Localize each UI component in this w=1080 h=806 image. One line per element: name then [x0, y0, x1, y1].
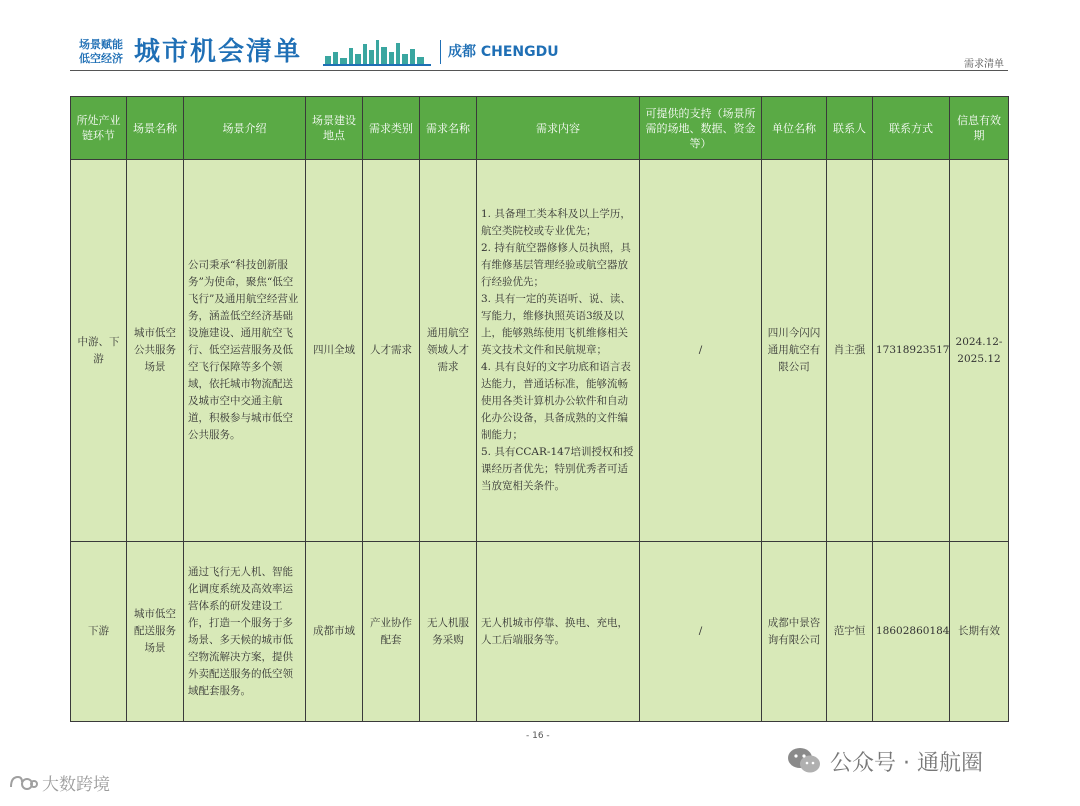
col-header-phone: 联系方式: [873, 97, 950, 160]
brand-tagline-line2: 低空经济: [79, 52, 123, 65]
brand-tagline: [73, 38, 129, 66]
col-header-chain: 所处产业链环节: [71, 97, 127, 160]
brand-tagline-line1: 场景赋能: [79, 38, 123, 51]
cell-scene-intro: 通过飞行无人机、智能化调度系统及高效率运营体系的研发建设工作，打造一个服务于多场景、多天候的城市低空物流解决方案，提供外卖配送服务的低空领域配套服务。: [184, 542, 306, 722]
cell-demand-type: 产业协作配套: [363, 542, 420, 722]
col-header-demand-type: 需求类别: [363, 97, 420, 160]
cell-demand-type: 人才需求: [363, 160, 420, 542]
cell-phone: 18602860184: [873, 542, 950, 722]
col-header-support: 可提供的支持（场景所需的场地、数据、资金等）: [640, 97, 762, 160]
col-header-demand-name: 需求名称: [420, 97, 477, 160]
col-header-validity: 信息有效期: [950, 97, 1009, 160]
brand-title: 城市机会清单: [134, 37, 303, 67]
col-header-contact: 联系人: [827, 97, 873, 160]
city-name: 成都 CHENGDU: [448, 44, 559, 60]
demand-table: [70, 96, 1009, 722]
demand-item: 4. 具有良好的文字功底和语言表达能力，普通话标准，能够流畅使用各类计算机办公软件和自动化办公设备，具备成熟的文件编制能力；: [481, 361, 631, 441]
wechat-watermark: [786, 744, 983, 778]
cell-scene-intro: 公司秉承“科技创新服务”为使命，聚焦“低空飞行”及通用航空经营业务，涵盖低空经济基础设施建设、通用航空飞行、低空运营服务及低空飞行保障等多个领域，依托城市物流配送及城市空中交通主航道，积极参与城市低空公共服务。: [184, 160, 306, 542]
cell-contact: 范宇恒: [827, 542, 873, 722]
cell-demand-content: [477, 542, 640, 722]
cell-demand-name: 通用航空领域人才需求: [420, 160, 477, 542]
col-header-scene-name: 场景名称: [127, 97, 184, 160]
table-header-row: [71, 97, 1009, 160]
demand-item: 5. 具有CCAR-147培训授权和授课经历者优先；特别优秀者可适当放宽相关条件。: [481, 446, 634, 492]
cell-contact: 肖主强: [827, 160, 873, 542]
col-header-demand-content: 需求内容: [477, 97, 640, 160]
demand-item: 无人机城市停靠、换电、充电，人工后端服务等。: [481, 616, 628, 646]
demand-item: 1. 具备理工类本科及以上学历，航空类院校或专业优先；: [481, 208, 631, 237]
cell-location: 成都市域: [306, 542, 363, 722]
demand-item: 3. 具有一定的英语听、说、读、写能力，维修执照英语3级及以上，能够熟练使用飞机维修相关英文技术文件和民航规章；: [481, 293, 631, 356]
cell-scene-name: 城市低空配送服务场景: [127, 542, 184, 722]
cell-unit: 成都中景咨询有限公司: [762, 542, 827, 722]
header-divider: [440, 40, 441, 64]
col-header-location: 场景建设地点: [306, 97, 363, 160]
cell-demand-name: 无人机服务采购: [420, 542, 477, 722]
corner-watermark-text: 大数跨境: [42, 775, 110, 795]
cell-unit: 四川今闪闪通用航空有限公司: [762, 160, 827, 542]
skyline-logo-icon: [323, 38, 433, 66]
cell-phone: 17318923517: [873, 160, 950, 542]
page-number: - 16 -: [526, 731, 550, 741]
cell-demand-content: [477, 160, 640, 542]
cell-scene-name: 城市低空公共服务场景: [127, 160, 184, 542]
table-row: [71, 542, 1009, 722]
col-header-unit: 单位名称: [762, 97, 827, 160]
corner-watermark: [8, 770, 110, 795]
logo-mark-icon: [8, 773, 38, 793]
wechat-account-text: 公众号 · 通航圈: [830, 750, 983, 776]
cell-validity: 2024.12-2025.12: [950, 160, 1009, 542]
cell-chain: 下游: [71, 542, 127, 722]
table-row: [71, 160, 1009, 542]
cell-location: 四川全域: [306, 160, 363, 542]
col-header-scene-intro: 场景介绍: [184, 97, 306, 160]
header-rule: [70, 70, 1008, 71]
cell-support: /: [640, 160, 762, 542]
section-label: 需求清单: [964, 59, 1004, 70]
cell-support: /: [640, 542, 762, 722]
demand-item: 2. 持有航空器修修人员执照，具有维修基层管理经验或航空器放行经验优先；: [481, 242, 631, 288]
page-header: [0, 0, 1080, 80]
wechat-icon: [786, 746, 822, 776]
cell-validity: 长期有效: [950, 542, 1009, 722]
cell-chain: 中游、下游: [71, 160, 127, 542]
